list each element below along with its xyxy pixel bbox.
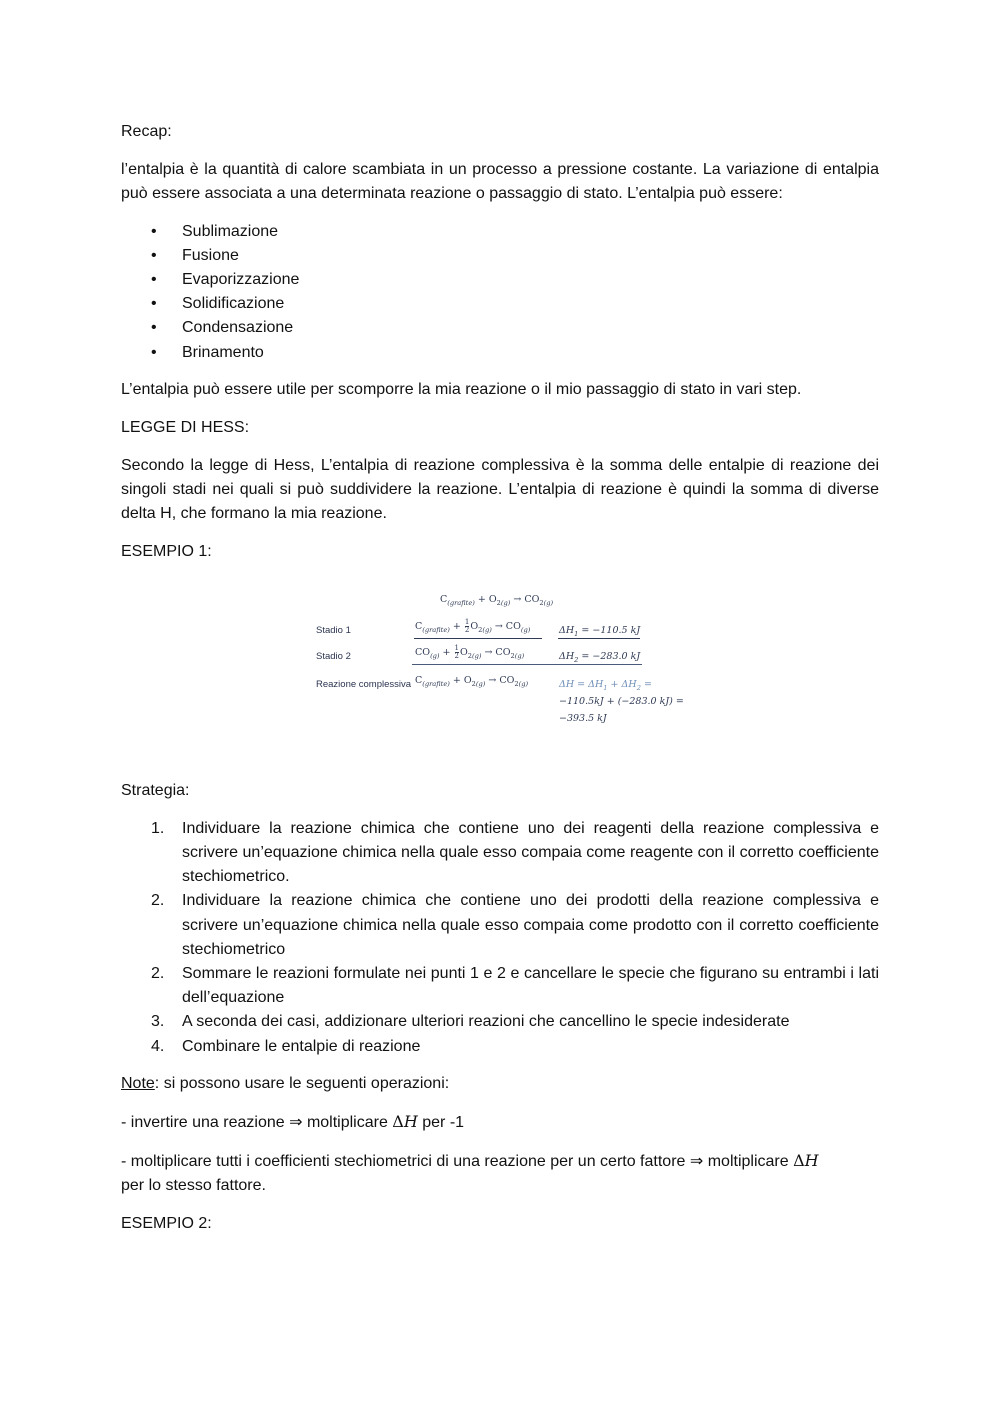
overall-delta-h-result: −393.5 kJ <box>559 712 607 724</box>
stage1-label: Stadio 1 <box>316 624 351 636</box>
note-label: Note <box>121 1075 155 1093</box>
step-number: 4. <box>151 1037 165 1055</box>
delta-h-symbol: ΔH <box>793 1150 819 1170</box>
strategy-heading: Strategia: <box>121 782 190 800</box>
list-item: • Evaporizzazione <box>121 268 879 292</box>
document-page <box>121 120 879 1249</box>
list-item <box>121 1035 879 1059</box>
overall-label: Reazione complessiva <box>316 678 412 690</box>
stage2-equation: $CO_{(g)}$ + $\frac{1}{2}$ $O_{2(g)} \to CO_{2(g)}$ <box>415 643 525 660</box>
steps-note: L’entalpia può essere utile per scomporre la mia reazione o il mio passaggio di stato in vari step. <box>121 381 802 399</box>
stage2-delta-h: $\Delta H_2 = -283.0$ kJ <box>559 650 641 664</box>
operation-text: - moltiplicare tutti i coefficienti stechiometrici di una reazione per un certo fattore ⇒ moltiplicare <box>121 1152 794 1170</box>
stage1-equation: $C_{(grafite)}$ + $\frac{1}{2}$ $O_{2(g)} \to CO_{(g)}$ <box>415 617 531 634</box>
overall-delta-h-sum: −110.5kJ + (−283.0 kJ) = <box>559 695 684 707</box>
step-number: 2. <box>151 964 165 982</box>
list-item: • Condensazione <box>121 316 879 340</box>
step-number: 1. <box>151 819 165 837</box>
list-item: • Solidificazione <box>121 292 879 316</box>
strategy-list <box>121 817 879 1059</box>
hess-heading: LEGGE DI HESS: <box>121 419 250 437</box>
operation-multiply <box>121 1149 879 1198</box>
note-paragraph <box>121 1072 879 1096</box>
stage2-label: Stadio 2 <box>316 650 351 662</box>
step-text: Combinare le entalpie di reazione <box>182 1037 421 1055</box>
list-item: • Brinamento <box>121 341 879 365</box>
overall-delta-h-formula: $\Delta H = \Delta H_1 + \Delta H_2$ = <box>559 678 652 692</box>
step-text: Sommare le reazioni formulate nei punti 1 e 2 e cancellare le specie che figurano su entrambi i lati dell’equazione <box>182 964 879 1007</box>
step-text: Individuare la reazione chimica che contiene uno dei reagenti della reazione complessiva e scrivere un’equazione chimica nella quale esso compaia come reagente con il corretto coefficiente stechiometrico. <box>182 819 879 886</box>
table-divider <box>558 638 640 639</box>
table-divider <box>414 638 542 639</box>
delta-h-symbol: ΔH <box>392 1111 418 1131</box>
operation-text: per -1 <box>417 1113 465 1131</box>
intro-paragraph: l’entalpia è la quantità di calore scambiata in un processo a pressione costante. La variazione di entalpia può essere associata a una determinata reazione o passaggio di stato. L’entalpia può essere: <box>121 160 879 202</box>
overall-equation-title: $C_{(grafite)} + O_{2(g)} \to CO_{2(g)}$ <box>440 593 554 607</box>
list-item <box>121 962 879 1010</box>
example1-table <box>121 578 879 766</box>
operation-text: per lo stesso fattore. <box>121 1176 266 1194</box>
list-item: • Sublimazione <box>121 220 879 244</box>
stage2-delta-h-value: −283.0 kJ <box>592 650 641 662</box>
hess-paragraph: Secondo la legge di Hess, L’entalpia di reazione complessiva è la somma delle entalpie di reazione dei singoli stadi nei quali si può suddividere la reazione. L’entalpia di reazione è quindi la somma di diverse delta H, che formano la mia reazione. <box>121 456 879 523</box>
step-number: 3. <box>151 1013 165 1031</box>
list-item: • Fusione <box>121 244 879 268</box>
stage1-delta-h: $\Delta H_1 = -110.5$ kJ <box>559 624 641 638</box>
step-number: 2. <box>151 892 165 910</box>
sum-rule <box>412 664 642 666</box>
example1-heading: ESEMPIO 1: <box>121 542 212 560</box>
recap-heading: Recap: <box>121 123 172 140</box>
overall-equation: $C_{(grafite)} + O_{2(g)} \to CO_{2(g)}$ <box>415 674 529 688</box>
list-item <box>121 889 879 962</box>
example2-heading: ESEMPIO 2: <box>121 1214 212 1232</box>
stage1-delta-h-value: −110.5 kJ <box>592 624 641 636</box>
step-text: Individuare la reazione chimica che contiene uno dei prodotti della reazione complessiva e scrivere un’equazione chimica nella quale esso compaia come prodotto con il corretto coefficiente stechiometrico <box>182 892 879 958</box>
step-text: A seconda dei casi, addizionare ulteriori reazioni che cancellino le specie indesiderate <box>182 1013 790 1031</box>
list-item <box>121 817 879 890</box>
enthalpy-types-list <box>121 220 879 365</box>
operation-invert <box>121 1110 879 1135</box>
operation-text: - invertire una reazione ⇒ moltiplicare <box>121 1113 393 1131</box>
note-text: : si possono usare le seguenti operazioni: <box>154 1075 450 1093</box>
list-item <box>121 1010 879 1034</box>
